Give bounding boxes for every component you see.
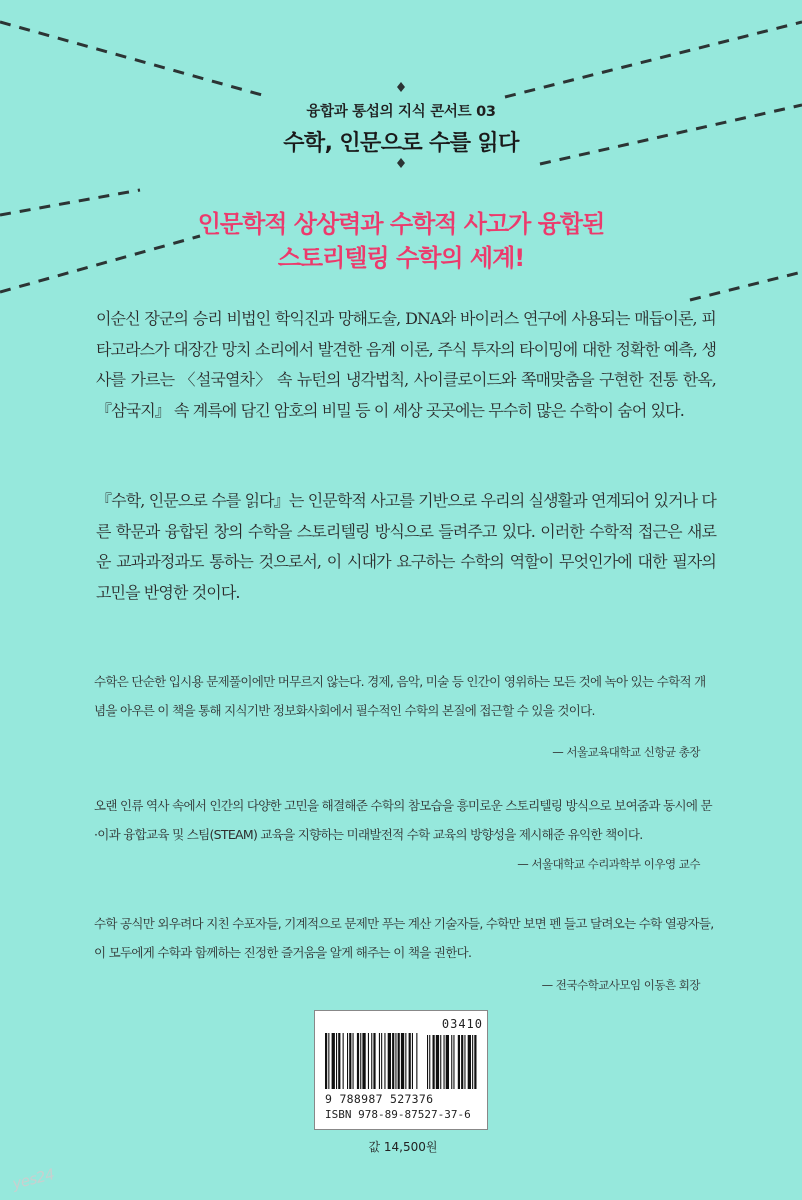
tagline-line2: 스토리텔링 수학의 세계! xyxy=(277,244,525,272)
barcode-addon-bar xyxy=(468,1035,471,1089)
barcode-box xyxy=(314,1010,488,1130)
barcode-bar xyxy=(328,1033,329,1089)
barcode-bar xyxy=(381,1033,382,1089)
barcode-addon-bar xyxy=(464,1035,465,1089)
barcode-bar xyxy=(347,1033,348,1089)
barcode-bar xyxy=(412,1033,413,1089)
barcode-bar xyxy=(371,1033,372,1089)
barcode-bar xyxy=(362,1033,365,1089)
barcode-addon-bar xyxy=(446,1035,449,1089)
barcode-bar xyxy=(332,1033,335,1089)
endorsement-1-text: 수학은 단순한 입시용 문제풀이에만 머무르지 않는다. 경제, 음악, 미술 등 인간이 영위하는 모든 것에 녹아 있는 수학적 개념을 아우른 이 책을 통해 지식기반 정보화사회에서 필수적인 수학의 본질에 접근할 수 있을 것이다. xyxy=(94,674,706,718)
barcode-bar xyxy=(401,1033,404,1089)
barcode-bar xyxy=(325,1033,327,1089)
barcode-bar xyxy=(384,1033,385,1089)
barcode-bar xyxy=(398,1033,400,1089)
barcode-addon-bar xyxy=(433,1035,435,1089)
endorsement-3-attribution: — 전국수학교사모임 이동흔 회장 xyxy=(541,978,700,992)
endorsement-1-attribution: — 서울교육대학교 신항균 총장 xyxy=(552,745,700,759)
series-label: 융합과 통섭의 지식 콘서트 03 xyxy=(306,104,496,120)
barcode-bar xyxy=(373,1033,375,1089)
barcode-addon-number: 03410 xyxy=(441,1017,483,1031)
barcode-addon-bar xyxy=(444,1035,445,1089)
barcode-addon-bar xyxy=(429,1035,430,1089)
barcode-number: 9 788987 527376 xyxy=(325,1092,434,1106)
barcode-addon-bar xyxy=(436,1035,439,1089)
endorsement-2-attribution: — 서울대학교 수리과학부 이우영 교수 xyxy=(517,857,700,871)
barcode-bar xyxy=(388,1033,391,1089)
barcode-bar xyxy=(336,1033,337,1089)
description-paragraph-1: 이순신 장군의 승리 비법인 학익진과 망해도술, DNA와 바이러스 연구에 사용되는 매듭이론, 피타고라스가 대장간 망치 소리에서 발견한 음계 이론, 주식 투자의 타이밍에 대한 정확한 예측, 생사를 가르는 〈설국열차〉 속 뉴턴의 냉각법칙, 사이클로이드와 쪽매맞춤을 구현한 전통 한옥, 『삼국지』 속 계륵에 담긴 암호의 비밀 등 이 세상 곳곳에는 무수히 많은 수학이 숨어 있다. xyxy=(96,309,716,420)
barcode-addon-bar xyxy=(453,1035,454,1089)
barcode-bar xyxy=(353,1033,354,1089)
barcode-bar xyxy=(395,1033,396,1089)
barcode-bar xyxy=(379,1033,380,1089)
barcode-bar xyxy=(405,1033,406,1089)
barcode-addon-bar xyxy=(458,1035,460,1089)
dashed-line-right-lower xyxy=(690,272,802,300)
watermark-logo: yes24 xyxy=(10,1165,57,1193)
description-paragraph-2: 『수학, 인문으로 수를 읽다』는 인문학적 사고를 기반으로 우리의 실생활과 연계되어 있거나 다른 학문과 융합된 창의 수학을 스토리텔링 방식으로 들려주고 있다. 이러한 수학적 접근은 새로운 교과과정과도 통하는 것으로서, 이 시대가 요구하는 수학의 역할이 무엇인가에 대한 필자의 고민을 반영한 것이다. xyxy=(96,491,716,602)
diamond-ornament-top xyxy=(397,82,405,92)
dashed-line-top-right xyxy=(505,22,802,97)
barcode-bar xyxy=(392,1033,394,1089)
barcode-bar xyxy=(357,1033,359,1089)
barcode-bar xyxy=(360,1033,361,1089)
barcode-addon-bar xyxy=(451,1035,452,1089)
barcode-bar xyxy=(349,1033,351,1089)
barcode-addon-bar xyxy=(472,1035,473,1089)
book-title: 수학, 인문으로 수를 읽다 xyxy=(283,131,519,156)
dashed-line-top-left xyxy=(0,22,262,95)
tagline-line1: 인문학적 상상력과 수학적 사고가 융합된 xyxy=(197,210,605,238)
barcode-bar xyxy=(368,1033,369,1089)
endorsement-2-text: 오랜 인류 역사 속에서 인간의 다양한 고민을 해결해준 수학의 참모습을 흥미로운 스토리텔링 방식으로 보여줌과 동시에 문·이과 융합교육 및 스팀(STEAM) 교육을 지향하는 미래발전적 수학 교육의 방향성을 제시해준 유익한 책이다. xyxy=(94,798,712,842)
barcode-addon-bar xyxy=(427,1035,428,1089)
barcode-bars xyxy=(323,1033,481,1091)
barcode-bar xyxy=(338,1033,340,1089)
barcode-bar xyxy=(343,1033,344,1089)
barcode-addon-bar xyxy=(461,1035,463,1089)
barcode-addon-bar xyxy=(474,1035,476,1089)
barcode-addon-bar xyxy=(440,1035,441,1089)
barcode-bar xyxy=(416,1033,417,1089)
isbn-text: ISBN 978-89-87527-37-6 xyxy=(325,1108,471,1121)
endorsement-3-text: 수학 공식만 외우려다 지친 수포자들, 기계적으로 문제만 푸는 계산 기술자들, 수학만 보면 펜 들고 달려오는 수학 열광자들, 이 모두에게 수학과 함께하는 진정한 즐거움을 알게 해주는 이 책을 권한다. xyxy=(94,916,714,960)
price-label: 값 14,500원 xyxy=(368,1140,438,1154)
diamond-ornament-bottom xyxy=(397,158,405,168)
barcode-bar xyxy=(409,1033,411,1089)
